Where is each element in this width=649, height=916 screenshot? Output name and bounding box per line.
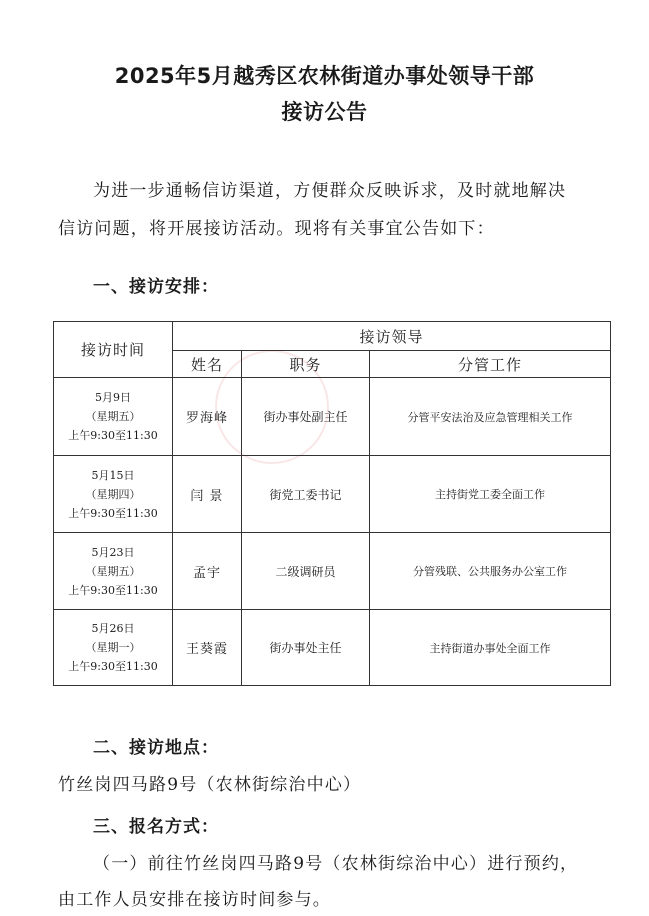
row-weekday: （星期四） [85,487,141,501]
row-post: 街办事处副主任 [242,378,370,456]
row-name: 王葵霞 [173,610,242,686]
time-cell [54,456,173,533]
row-date: 5月9日 [95,391,131,404]
header-name: 姓名 [173,351,242,378]
address-text: 竹丝岗四马路9号（农林街综治中心） [58,775,362,795]
row-date: 5月26日 [91,622,135,635]
row-time: 上午9:30至11:30 [68,506,158,520]
registration-item-1-line-2: 由工作人员安排在接访时间参与。 [58,890,331,910]
header-duty: 分管工作 [370,351,611,378]
title-line-2: 接访公告 [281,100,368,124]
schedule-table [53,321,611,686]
registration-item-1-line-1: （一）前往竹丝岗四马路9号（农林街综治中心）进行预约， [93,854,579,874]
row-name: 闫 景 [173,456,242,533]
section-1-heading: 一、接访安排： [93,277,219,297]
table-row [54,378,611,456]
time-cell [54,533,173,610]
table-row [54,610,611,686]
header-post: 职务 [242,351,370,378]
row-time: 上午9:30至11:30 [68,429,158,442]
row-weekday: （星期五） [85,564,141,578]
time-cell [54,378,173,456]
header-leader-group: 接访领导 [173,322,611,351]
table-row [54,533,611,610]
row-time: 上午9:30至11:30 [68,660,158,673]
row-post: 街党工委书记 [242,456,370,533]
row-name: 罗海峰 [173,378,242,456]
row-time: 上午9:30至11:30 [68,583,158,597]
row-date: 5月15日 [91,468,135,482]
row-post: 二级调研员 [242,533,370,610]
row-name: 孟宇 [173,533,242,610]
intro-line-1: 为进一步通畅信访渠道，方便群众反映诉求，及时就地解决 [93,181,567,201]
row-post: 街办事处主任 [242,610,370,686]
row-weekday: （星期五） [85,410,141,423]
section-3-heading: 三、报名方式： [93,817,219,837]
row-weekday: （星期一） [85,641,141,654]
row-duty: 分管残联、公共服务办公室工作 [370,533,611,610]
row-duty: 分管平安法治及应急管理相关工作 [370,378,611,456]
table-row [54,456,611,533]
time-cell [54,610,173,686]
row-duty: 主持街道办事处全面工作 [370,610,611,686]
header-time: 接访时间 [54,322,173,378]
row-duty: 主持街党工委全面工作 [370,456,611,533]
title-line-1: 2025年5月越秀区农林街道办事处领导干部 [114,64,535,88]
row-date: 5月23日 [91,545,135,559]
section-2-heading: 二、接访地点： [93,738,219,758]
intro-line-2: 信访问题，将开展接访活动。现将有关事宜公告如下： [58,219,495,239]
